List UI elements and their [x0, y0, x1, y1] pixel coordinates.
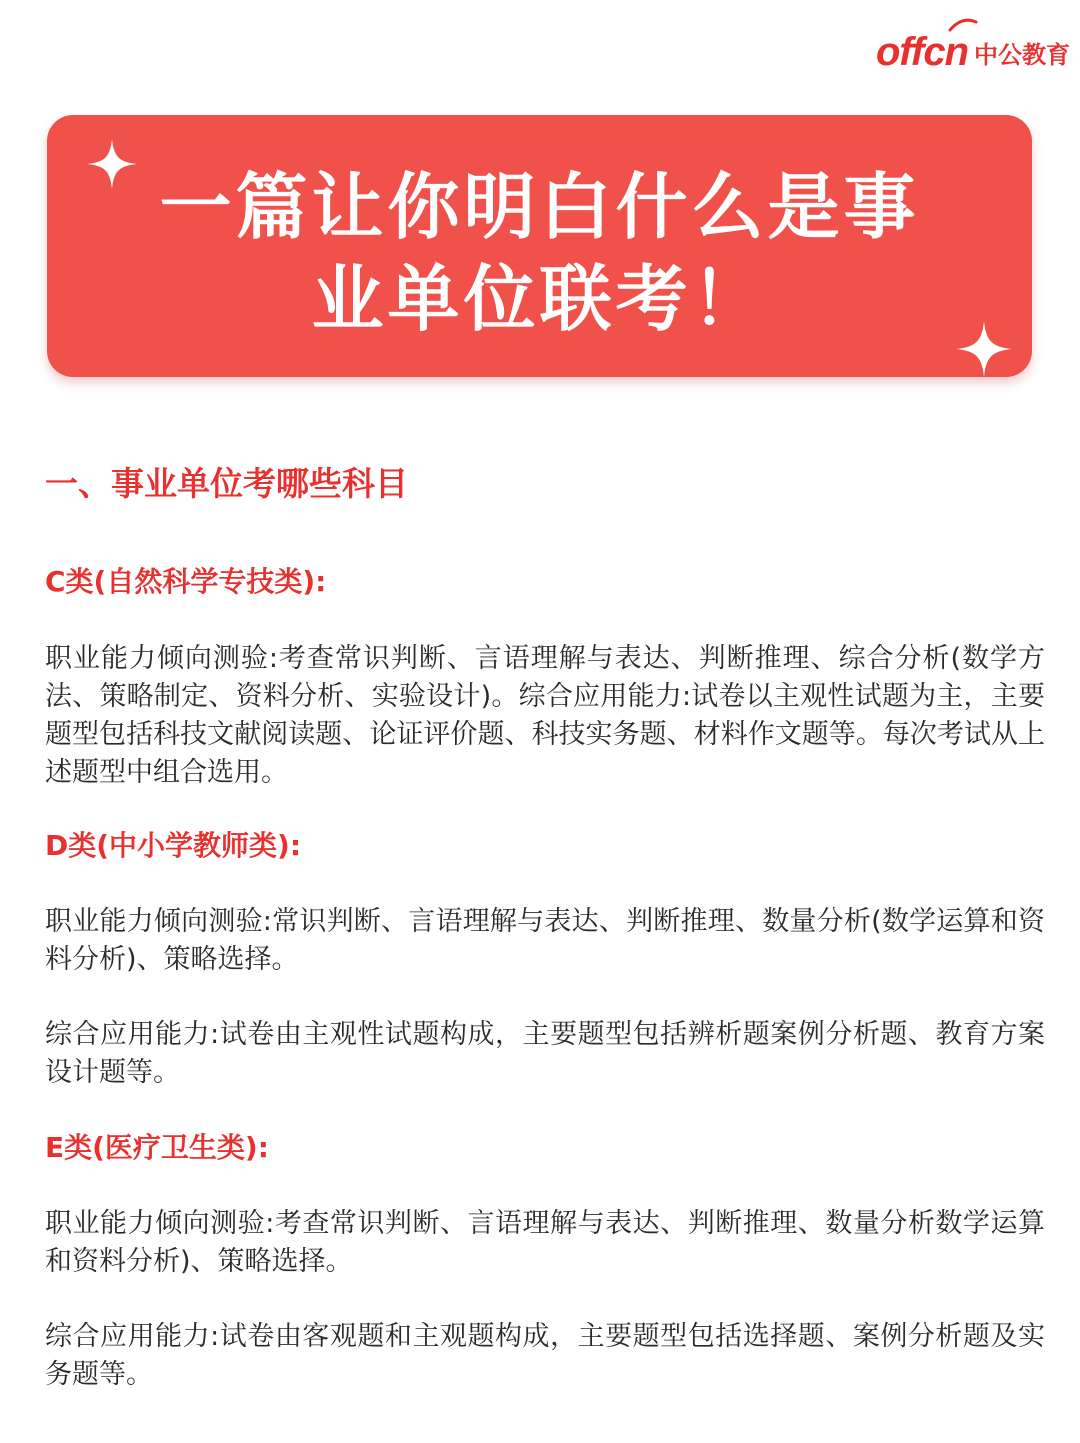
- title-banner: [47, 115, 1032, 377]
- page-title-line-2: 业单位联考！: [311, 257, 768, 341]
- brand-logo: [876, 24, 1070, 80]
- logo-mark: offcn: [875, 29, 968, 74]
- category-e-paragraph-1: 职业能力倾向测验:考查常识判断、言语理解与表达、判断推理、数量分析数学运算和资料分析)、策略选择。: [45, 1208, 1045, 1277]
- logo-swoosh-icon: [948, 18, 978, 32]
- category-label-e: E类(医疗卫生类):: [45, 1131, 269, 1164]
- category-d-paragraph-1: 职业能力倾向测验:常识判断、言语理解与表达、判断推理、数量分析(数学运算和资料分析)、策略选择。: [45, 906, 1045, 975]
- category-label-d: D类(中小学教师类):: [45, 829, 302, 862]
- category-label-c: C类(自然科学专技类):: [45, 565, 327, 598]
- category-e-paragraph-2: 综合应用能力:试卷由客观题和主观题构成，主要题型包括选择题、案例分析题及实务题等。: [45, 1321, 1045, 1390]
- category-c-paragraph: 职业能力倾向测验:考查常识判断、言语理解与表达、判断推理、综合分析(数学方法、策略制定、资料分析、实验设计)。综合应用能力:试卷以主观性试题为主，主要题型包括科技文献阅读题、论证评价题、科技实务题、材料作文题等。每次考试从上述题型中组合选用。: [45, 643, 1045, 788]
- logo-text: 中公教育: [974, 40, 1070, 69]
- category-d-paragraph-2: 综合应用能力:试卷由主观性试题构成，主要题型包括辨析题案例分析题、教育方案设计题等。: [45, 1019, 1045, 1088]
- page-title: [47, 161, 1032, 345]
- page-title-line-1: 一篇让你明白什么是事: [159, 165, 920, 249]
- section-heading: 一、事业单位考哪些科目: [45, 464, 408, 503]
